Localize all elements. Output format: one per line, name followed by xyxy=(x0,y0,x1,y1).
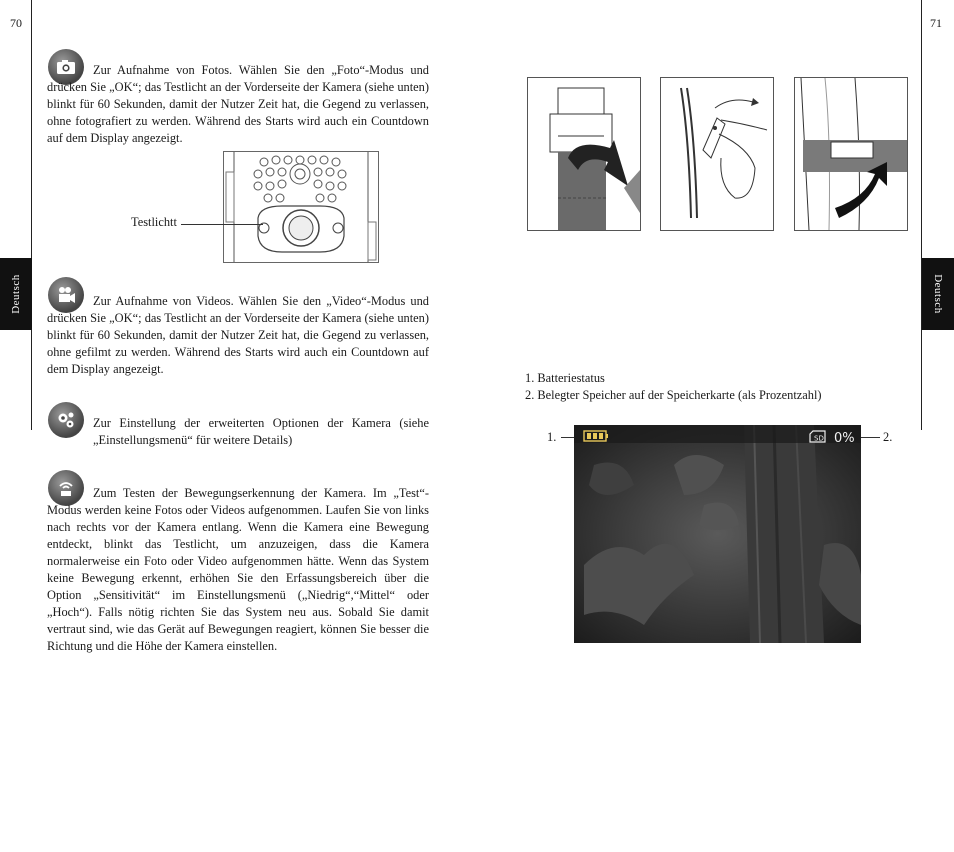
forest-floor-image xyxy=(574,425,861,643)
callout-2-line xyxy=(858,437,880,438)
camera-front-figure xyxy=(223,151,379,263)
strap-illustration-3 xyxy=(794,77,908,231)
side-tab-left xyxy=(0,258,32,330)
test-mode-paragraph xyxy=(47,485,429,655)
video-mode-paragraph xyxy=(47,293,429,378)
strap-illustration-1 xyxy=(527,77,641,231)
storage-percent: 0% xyxy=(834,431,855,446)
callout-2-label: 2. xyxy=(883,430,893,444)
sd-card-label: SD xyxy=(814,434,824,443)
side-tab-left-label: Deutsch xyxy=(10,274,23,314)
photo-mode-text: Zur Aufnahme von Fotos. Wählen Sie den „Foto“-Modus und drücken Sie „OK“; das Testlicht an der Vorderseite der Kamera (siehe unten) blinkt für 60 Sekunden, damit der Nutzer Zeit hat, die Gegend zu verlassen, ohne fotografiert zu werden. Während des Starts wird auch ein Countdown auf dem Display angezeigt. xyxy=(47,63,429,145)
legend-list xyxy=(525,370,822,404)
right-margin-line xyxy=(921,0,922,430)
page-number-left: 70 xyxy=(10,16,22,30)
testlight-leader-line xyxy=(181,224,263,225)
left-margin-line xyxy=(31,0,32,430)
settings-gears-icon xyxy=(48,402,84,438)
legend-item-1: 1. Batteriestatus xyxy=(525,371,605,385)
camera-display-preview xyxy=(574,425,861,643)
legend-item-2: 2. Belegter Speicher auf der Speicherkarte (als Prozentzahl) xyxy=(525,388,822,402)
photo-mode-paragraph xyxy=(47,62,429,147)
settings-paragraph: Zur Einstellung der erweiterten Optionen der Kamera (siehe „Einstellungsmenü“ für weitere Details) xyxy=(93,416,429,447)
callout-1-label: 1. xyxy=(547,430,557,444)
page-number-right: 71 xyxy=(930,16,942,30)
side-tab-right xyxy=(922,258,954,330)
strap-illustration-2 xyxy=(660,77,774,231)
video-mode-text: Zur Aufnahme von Videos. Wählen Sie den „Video“-Modus und drücken Sie „OK“; das Testlicht an der Vorderseite der Kamera (siehe unten) blinkt für 60 Sekunden, damit der Nutzer Zeit hat, die Gegend zu verlassen, ohne gefilmt zu werden. Während des Starts wird auch ein Countdown auf dem Display angezeigt. xyxy=(47,294,429,376)
testlight-label: Testlichtt xyxy=(131,215,177,229)
side-tab-right-label: Deutsch xyxy=(932,274,945,314)
test-mode-text: Zum Testen der Bewegungserkennung der Kamera. Im „Test“-Modus werden keine Fotos oder Videos aufgenommen. Laufen Sie von links nach rechts vor der Kamera entlang. Wenn die Kamera eine Bewegung entdeckt, blinkt das Testlicht, um anzuzeigen, dass die Kamera normalerweise ein Foto oder Video aufgenommen hätte. Wenn das System keine Bewegung erkennt, erhöhen Sie den Erfassungsbereich über die Option „Sensitivität“ im Einstellungsmenü („Niedrig“,“Mittel“ oder „Hoch“). Falls nötig richten Sie das System neu aus. Sobald Sie damit vertraut sind, wie das Gerät auf Bewegungen reagiert, können Sie besser die Richtung und die Höhe der Kamera einstellen. xyxy=(47,486,429,653)
